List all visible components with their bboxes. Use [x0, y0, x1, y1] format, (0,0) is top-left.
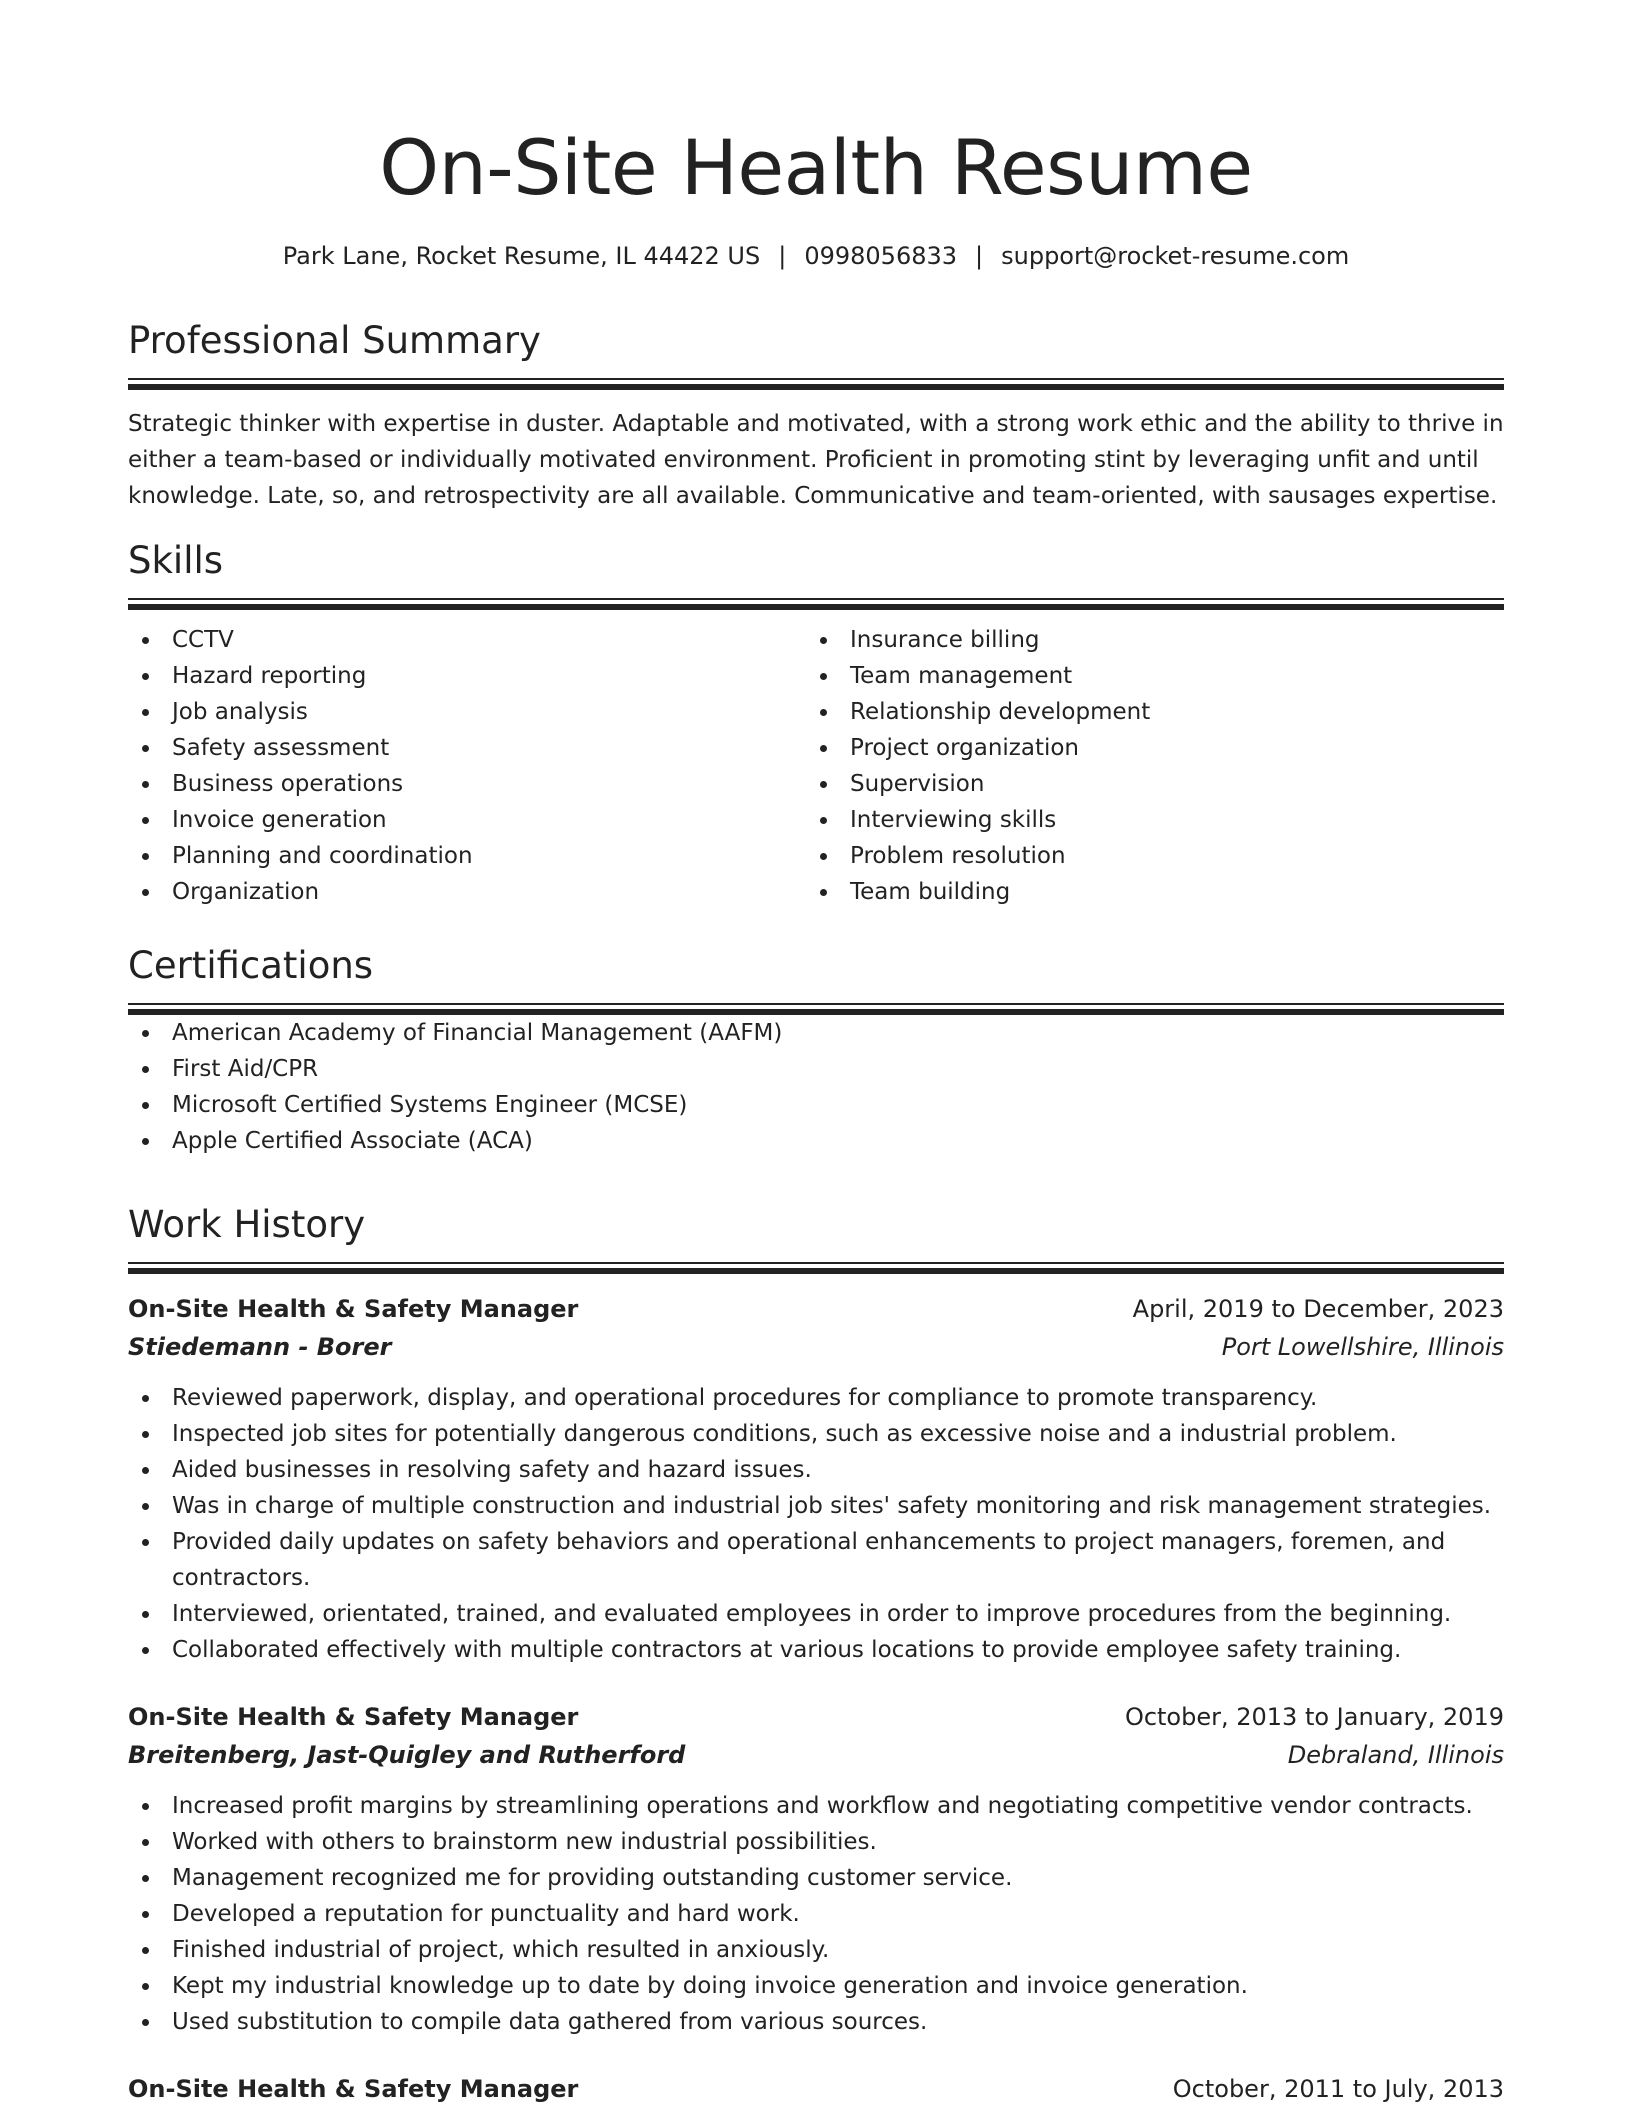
summary-section	[128, 316, 1504, 514]
work-history-section	[128, 1200, 1504, 2108]
section-divider	[128, 378, 1504, 390]
job-location: Port Lowellshire, Illinois	[1221, 1333, 1504, 1361]
job-entry	[128, 1698, 1504, 2040]
contact-address: Park Lane, Rocket Resume, IL 44422 US	[282, 242, 761, 270]
contact-separator: |	[778, 242, 787, 270]
skill-item: Team building	[806, 874, 1484, 910]
certification-item: American Academy of Financial Management (AAFM)	[128, 1015, 1504, 1051]
certifications-list	[128, 1015, 1504, 1159]
certifications-section	[128, 941, 1504, 1159]
contact-separator: |	[975, 242, 984, 270]
skill-item: Supervision	[806, 766, 1484, 802]
job-bullet: Worked with others to brainstorm new industrial possibilities.	[128, 1824, 1504, 1860]
job-title: On-Site Health & Safety Manager	[128, 1295, 579, 1323]
job-bullet: Interviewed, orientated, trained, and evaluated employees in order to improve procedures from the beginning.	[128, 1596, 1504, 1632]
skill-item: Insurance billing	[806, 622, 1484, 658]
page-title: On-Site Health Resume	[379, 123, 1253, 212]
section-divider	[128, 1003, 1504, 1015]
job-bullet: Increased profit margins by streamlining operations and workflow and negotiating competitive vendor contracts.	[128, 1788, 1504, 1824]
job-location: Debraland, Illinois	[1287, 1741, 1504, 1769]
job-bullet: Kept my industrial knowledge up to date by doing invoice generation and invoice generation.	[128, 1968, 1504, 2004]
contact-email: support@rocket-resume.com	[1001, 242, 1350, 270]
skill-item: Job analysis	[128, 694, 806, 730]
job-dates: October, 2011 to July, 2013	[1172, 2075, 1504, 2103]
section-divider	[128, 598, 1504, 610]
skill-item: CCTV	[128, 622, 806, 658]
job-bullet: Collaborated effectively with multiple contractors at various locations to provide employee safety training.	[128, 1632, 1504, 1668]
job-header-row	[128, 2070, 1504, 2108]
job-bullet: Aided businesses in resolving safety and hazard issues.	[128, 1452, 1504, 1488]
job-header-row	[128, 1698, 1504, 1736]
job-entry	[128, 2070, 1504, 2108]
certification-item: First Aid/CPR	[128, 1051, 1504, 1087]
section-title-skills: Skills	[128, 539, 224, 582]
job-bullet: Reviewed paperwork, display, and operational procedures for compliance to promote transparency.	[128, 1380, 1504, 1416]
job-bullet: Used substitution to compile data gathered from various sources.	[128, 2004, 1504, 2040]
job-entry	[128, 1290, 1504, 1668]
job-bullet: Inspected job sites for potentially dangerous conditions, such as excessive noise and a industrial problem.	[128, 1416, 1504, 1452]
job-bullet: Management recognized me for providing outstanding customer service.	[128, 1860, 1504, 1896]
job-bullet: Was in charge of multiple construction and industrial job sites' safety monitoring and risk management strategies.	[128, 1488, 1504, 1524]
skills-list-right	[806, 622, 1484, 910]
job-bullets	[128, 1788, 1504, 2040]
contact-phone: 0998056833	[804, 242, 958, 270]
job-subheader-row	[128, 1328, 1504, 1366]
job-title: On-Site Health & Safety Manager	[128, 2075, 579, 2103]
job-dates: October, 2013 to January, 2019	[1124, 1703, 1504, 1731]
section-title-certifications: Certifications	[128, 944, 374, 987]
job-dates: April, 2019 to December, 2023	[1132, 1295, 1504, 1323]
skills-list-left	[128, 622, 806, 910]
job-company: Breitenberg, Jast-Quigley and Rutherford	[128, 1741, 686, 1769]
skill-item: Business operations	[128, 766, 806, 802]
section-title-summary: Professional Summary	[128, 319, 541, 362]
skill-item: Project organization	[806, 730, 1484, 766]
certification-item: Apple Certified Associate (ACA)	[128, 1123, 1504, 1159]
skill-item: Invoice generation	[128, 802, 806, 838]
skills-grid	[128, 622, 1504, 910]
skill-item: Team management	[806, 658, 1484, 694]
section-title-work-history: Work History	[128, 1203, 366, 1246]
skill-item: Planning and coordination	[128, 838, 806, 874]
job-bullet: Finished industrial of project, which resulted in anxiously.	[128, 1932, 1504, 1968]
job-bullets	[128, 1380, 1504, 1668]
skills-section	[128, 536, 1504, 910]
skill-item: Safety assessment	[128, 730, 806, 766]
job-company: Stiedemann - Borer	[128, 1333, 392, 1361]
job-bullet: Developed a reputation for punctuality and hard work.	[128, 1896, 1504, 1932]
skill-item: Relationship development	[806, 694, 1484, 730]
skill-item: Problem resolution	[806, 838, 1484, 874]
certification-item: Microsoft Certified Systems Engineer (MCSE)	[128, 1087, 1504, 1123]
skill-item: Organization	[128, 874, 806, 910]
skill-item: Interviewing skills	[806, 802, 1484, 838]
job-header-row	[128, 1290, 1504, 1328]
job-subheader-row	[128, 1736, 1504, 1774]
job-title: On-Site Health & Safety Manager	[128, 1703, 579, 1731]
contact-line	[128, 238, 1504, 274]
summary-text: Strategic thinker with expertise in duster. Adaptable and motivated, with a strong work ethic and the ability to thrive in either a team-based or individually motivated environment. Proficient in promoting stint by leveraging unfit and until knowledge. Late, so, and retrospectivity are all available. Communicative and team-oriented, with sausages expertise.	[128, 411, 1504, 509]
job-bullet: Provided daily updates on safety behaviors and operational enhancements to project managers, foremen, and contractors.	[128, 1524, 1504, 1596]
section-divider	[128, 1262, 1504, 1274]
skill-item: Hazard reporting	[128, 658, 806, 694]
